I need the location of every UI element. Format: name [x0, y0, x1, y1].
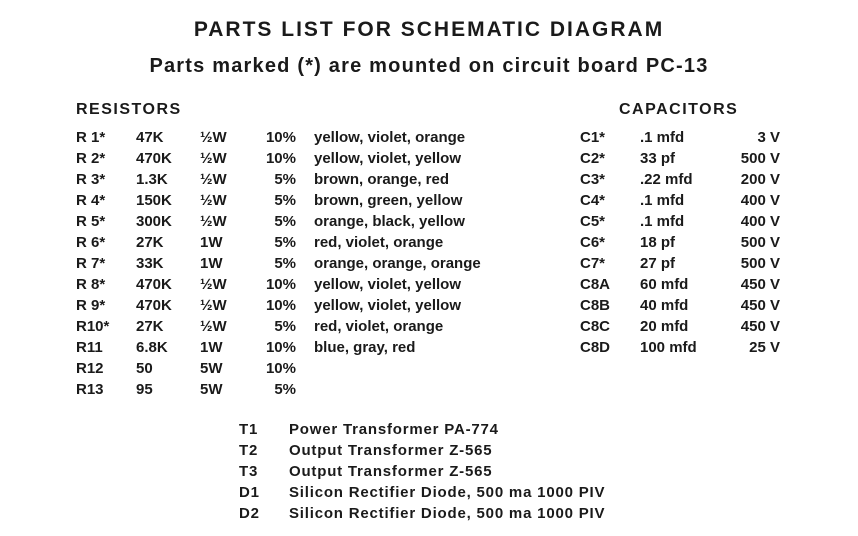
capacitor-value: 27 pf	[640, 255, 676, 272]
part-ref: T2	[239, 442, 259, 459]
capacitor-voltage: 450 V	[740, 318, 780, 335]
resistor-tolerance: 5%	[274, 171, 296, 188]
resistor-color-code: blue, gray, red	[314, 339, 416, 356]
resistor-value: 470K	[136, 276, 172, 293]
resistor-row	[76, 358, 536, 379]
resistors-heading: RESISTORS	[76, 101, 182, 118]
capacitor-value: 60 mfd	[640, 276, 689, 293]
capacitor-voltage: 450 V	[740, 297, 780, 314]
resistor-value: 6.8K	[136, 339, 168, 356]
page-title: PARTS LIST FOR SCHEMATIC DIAGRAM	[193, 18, 665, 41]
resistor-row	[76, 274, 536, 295]
resistor-wattage: 1W	[200, 339, 223, 356]
other-part-row	[239, 419, 699, 440]
capacitor-ref: C8B	[580, 297, 611, 314]
resistor-row	[76, 379, 536, 400]
capacitor-value: .1 mfd	[640, 213, 685, 230]
capacitor-ref: C8D	[580, 339, 611, 356]
capacitor-voltage: 500 V	[740, 255, 780, 272]
capacitor-ref: C6*	[580, 234, 606, 251]
other-part-row	[239, 503, 699, 524]
part-ref: T1	[239, 421, 259, 438]
resistor-color-code: red, violet, orange	[314, 234, 444, 251]
resistor-tolerance: 5%	[274, 381, 296, 398]
capacitor-value: 33 pf	[640, 150, 676, 167]
capacitor-ref: C3*	[580, 171, 606, 188]
resistor-value: 1.3K	[136, 171, 168, 188]
resistor-color-code: red, violet, orange	[314, 318, 444, 335]
capacitor-row	[580, 211, 780, 232]
resistor-tolerance: 5%	[274, 192, 296, 209]
resistor-tolerance: 10%	[265, 360, 296, 377]
capacitor-row	[580, 190, 780, 211]
resistor-wattage: 5W	[200, 381, 223, 398]
resistor-ref: R10*	[76, 318, 110, 335]
resistor-ref: R 2*	[76, 150, 106, 167]
resistor-row	[76, 148, 536, 169]
resistor-tolerance: 10%	[265, 297, 296, 314]
capacitor-ref: C4*	[580, 192, 606, 209]
resistor-value: 300K	[136, 213, 172, 230]
resistor-row	[76, 253, 536, 274]
capacitor-row	[580, 253, 780, 274]
resistor-tolerance: 10%	[265, 150, 296, 167]
resistor-wattage: ½W	[200, 213, 227, 230]
capacitor-value: 18 pf	[640, 234, 676, 251]
capacitor-row	[580, 337, 780, 358]
resistor-tolerance: 10%	[265, 129, 296, 146]
resistor-tolerance: 5%	[274, 234, 296, 251]
resistor-value: 470K	[136, 297, 172, 314]
resistor-wattage: ½W	[200, 171, 227, 188]
capacitor-value: 40 mfd	[640, 297, 689, 314]
resistor-color-code: yellow, violet, yellow	[314, 297, 461, 314]
part-description: Output Transformer Z-565	[289, 463, 493, 480]
resistor-row	[76, 295, 536, 316]
resistor-color-code: orange, orange, orange	[314, 255, 481, 272]
capacitors-heading: CAPACITORS	[619, 101, 739, 118]
resistor-value: 95	[136, 381, 153, 398]
resistor-tolerance: 10%	[265, 276, 296, 293]
resistor-ref: R 1*	[76, 129, 106, 146]
capacitor-row	[580, 127, 780, 148]
part-ref: D1	[239, 484, 260, 501]
resistor-wattage: 5W	[200, 360, 223, 377]
resistor-wattage: ½W	[200, 192, 227, 209]
resistor-row	[76, 169, 536, 190]
resistor-ref: R12	[76, 360, 104, 377]
capacitor-row	[580, 316, 780, 337]
resistor-row	[76, 190, 536, 211]
capacitor-ref: C8A	[580, 276, 611, 293]
resistor-tolerance: 5%	[274, 255, 296, 272]
resistor-wattage: ½W	[200, 129, 227, 146]
part-ref: T3	[239, 463, 259, 480]
resistor-tolerance: 10%	[265, 339, 296, 356]
capacitor-value: .1 mfd	[640, 192, 685, 209]
resistor-row	[76, 232, 536, 253]
capacitor-voltage: 25 V	[749, 339, 780, 356]
capacitor-ref: C8C	[580, 318, 611, 335]
resistor-row	[76, 127, 536, 148]
capacitor-voltage: 400 V	[740, 213, 780, 230]
resistor-color-code: yellow, violet, orange	[314, 129, 466, 146]
resistor-wattage: ½W	[200, 297, 227, 314]
resistor-ref: R 6*	[76, 234, 106, 251]
resistor-row	[76, 211, 536, 232]
resistor-row	[76, 337, 536, 358]
capacitor-value: 20 mfd	[640, 318, 689, 335]
resistor-color-code: yellow, violet, yellow	[314, 276, 461, 293]
resistor-value: 470K	[136, 150, 172, 167]
resistor-wattage: ½W	[200, 276, 227, 293]
resistor-ref: R 5*	[76, 213, 106, 230]
capacitor-ref: C5*	[580, 213, 606, 230]
capacitor-voltage: 500 V	[740, 150, 780, 167]
resistor-color-code: orange, black, yellow	[314, 213, 465, 230]
capacitor-row	[580, 148, 780, 169]
part-description: Output Transformer Z-565	[289, 442, 493, 459]
resistor-tolerance: 5%	[274, 318, 296, 335]
resistor-ref: R 9*	[76, 297, 106, 314]
part-ref: D2	[239, 505, 260, 522]
resistor-row	[76, 316, 536, 337]
capacitor-voltage: 3 V	[757, 129, 780, 146]
resistor-wattage: 1W	[200, 255, 223, 272]
resistor-ref: R 3*	[76, 171, 106, 188]
resistor-ref: R 7*	[76, 255, 106, 272]
resistor-wattage: ½W	[200, 150, 227, 167]
capacitor-voltage: 200 V	[740, 171, 780, 188]
part-description: Silicon Rectifier Diode, 500 ma 1000 PIV	[289, 484, 606, 501]
capacitor-row	[580, 232, 780, 253]
resistor-value: 33K	[136, 255, 164, 272]
resistor-value: 150K	[136, 192, 172, 209]
resistor-ref: R 4*	[76, 192, 106, 209]
resistor-ref: R11	[76, 339, 103, 356]
capacitor-row	[580, 169, 780, 190]
resistor-color-code: brown, orange, red	[314, 171, 450, 188]
capacitor-row	[580, 295, 780, 316]
resistor-color-code: brown, green, yellow	[314, 192, 463, 209]
resistor-value: 47K	[136, 129, 164, 146]
resistor-value: 27K	[136, 318, 164, 335]
other-part-row	[239, 482, 699, 503]
capacitor-value: .1 mfd	[640, 129, 685, 146]
resistor-value: 50	[136, 360, 153, 377]
capacitor-voltage: 400 V	[740, 192, 780, 209]
capacitor-ref: C1*	[580, 129, 606, 146]
page-subtitle: Parts marked (*) are mounted on circuit board PC-13	[149, 55, 709, 77]
part-description: Silicon Rectifier Diode, 500 ma 1000 PIV	[289, 505, 606, 522]
resistor-tolerance: 5%	[274, 213, 296, 230]
capacitor-voltage: 500 V	[740, 234, 780, 251]
capacitor-value: .22 mfd	[640, 171, 693, 188]
other-part-row	[239, 461, 699, 482]
other-part-row	[239, 440, 699, 461]
capacitor-value: 100 mfd	[640, 339, 697, 356]
resistor-ref: R 8*	[76, 276, 106, 293]
resistor-ref: R13	[76, 381, 104, 398]
part-description: Power Transformer PA-774	[289, 421, 499, 438]
resistor-color-code: yellow, violet, yellow	[314, 150, 461, 167]
capacitor-voltage: 450 V	[740, 276, 780, 293]
resistor-wattage: ½W	[200, 318, 227, 335]
capacitor-ref: C7*	[580, 255, 606, 272]
resistor-wattage: 1W	[200, 234, 223, 251]
capacitor-row	[580, 274, 780, 295]
resistor-value: 27K	[136, 234, 164, 251]
capacitor-ref: C2*	[580, 150, 606, 167]
